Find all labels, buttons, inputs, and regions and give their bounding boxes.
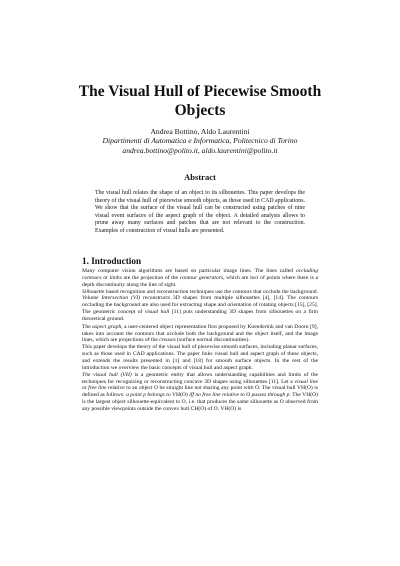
text-run: or (101, 274, 110, 281)
author-names: Andrea Bottino, Aldo Laurentini (150, 127, 250, 136)
italic-text-run: creases (159, 337, 176, 344)
text-run: are the projection of the (121, 274, 180, 281)
author-block (40, 127, 360, 155)
paragraph (82, 289, 318, 323)
italic-text-run: visual hull (144, 309, 170, 316)
text-run: This paper develops the theory of the visual hull of piecewise smooth surfaces, including planar surfaces, such as those used in CAD applications. The paper links visual hull and aspect graph of these objects, and extends the results presented in [1] and [18] for smooth surface objects. In the rest of the introduction we overview the basic concepts of visual hull and aspect graph. (82, 344, 318, 371)
text-run: , which are loci of points where there is a depth discontinuity along the line of sight. (82, 274, 318, 288)
paragraph (82, 372, 318, 413)
affiliation: Dipartimenti di Automatica e Informatica, Politecnico di Torino (102, 136, 298, 146)
italic-text-run: The visual hull (VH) (82, 371, 132, 378)
italic-text-run: aspect graph (92, 323, 122, 330)
text-run: [11] puts understanding 3D shapes from silhouettes on a firm theoretical ground. (82, 309, 318, 322)
text-run: is a geometric entity that allows understanding capabilities and limits of the techniques for recognizing or reconstructing concave 3D shapes using silhouettes [11]. Let a (82, 371, 318, 385)
text-run: (surface normal discontinuities). (175, 337, 250, 344)
abstract-text: The visual hull relates the shape of an object to its silhouettes. This paper develops the theory of the visual hull of piecewise smooth objects, as those used in CAD applications. We show that the surface of the visual hull can be constructed using patches of nine visual event surfaces of the aspect graph of the object. A detailed analysis allows to prune away many surfaces and patches that are not relevant to the construction. Examples of construction of visual hulls are presented. (95, 190, 305, 234)
text-run: VH(O) (170, 392, 190, 399)
paragraph (82, 268, 318, 289)
italic-text-run: a point p belongs to (126, 392, 171, 399)
italic-text-run: visual line (294, 378, 318, 385)
paper-title: The Visual Hull of Piecewise Smooth Objects (78, 83, 322, 119)
text-run: . The VH(O) is the largest object silhouette-equivalent to O, i.e. that produces the same silhouette as O observed from any possible viewpoints outside the convex hull CH(O) of O. VH(O) is (82, 392, 318, 412)
italic-text-run: Volume Intersection (VI) (82, 295, 141, 302)
abstract-heading: Abstract (184, 172, 216, 182)
text-run: based recognition and reconstruction techniques use the contours that occlude the background. (104, 288, 318, 295)
italic-text-run: iff no free line relative to O passes through p (189, 392, 290, 399)
italic-text-run: occluding contours (82, 268, 318, 281)
section-heading-introduction: 1. Introduction (82, 256, 142, 266)
text-run: Many computer vision algorithms are based on particular image lines. The lines called (82, 268, 296, 274)
author-emails: andrea.bottino@polito.it, aldo.laurentini@polito.it (122, 145, 278, 155)
introduction-body (82, 268, 318, 413)
text-run: , a user-centered object representation first proposed by Koenderink and van Doorn [9], takes into account the contours that occlude both the background and the object itself, and the image lines, which are projections of the (82, 323, 318, 344)
italic-text-run: contour generators (179, 274, 224, 281)
italic-text-run: limbs (109, 274, 122, 281)
italic-text-run: free line (88, 385, 107, 392)
paragraph (82, 324, 318, 345)
paragraph (82, 344, 318, 371)
text-run: The (82, 323, 93, 330)
italic-text-run: Silhouette (82, 288, 105, 295)
text-run: relative to an object O be straight line not sharing any point with O. The visual hull VH(O) is defined as follows: (82, 385, 319, 399)
text-run: reconstructs 3D shapes from multiple silhouettes [4], [14]. The contours occluding the background are also used for extracting shape and orientation of rotating objects [15], [25]. The geometric concept of (82, 295, 318, 316)
text-run: or (82, 385, 89, 392)
